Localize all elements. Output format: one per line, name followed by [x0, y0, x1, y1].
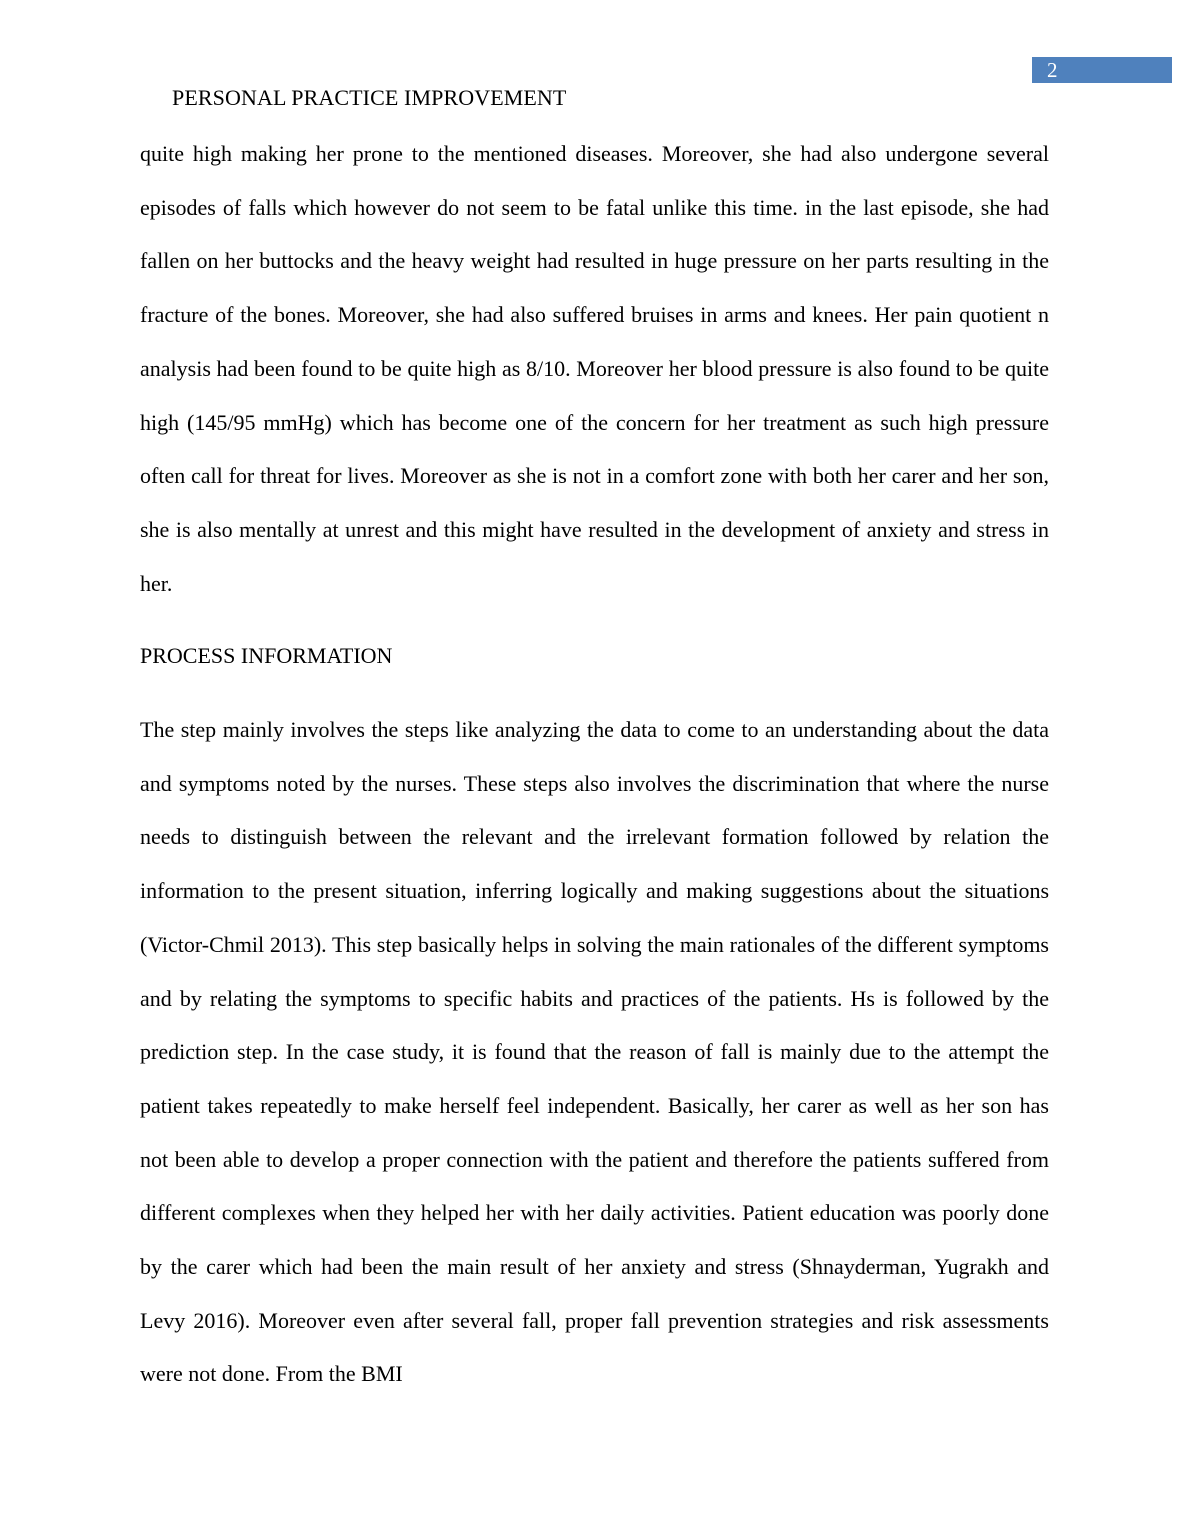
page-number: 2 — [1047, 58, 1058, 82]
body-paragraph-2: The step mainly involves the steps like analyzing the data to come to an understanding about the data and symptoms noted by the nurses. These steps also involves the discrimination that where the nurse needs to distinguish between the relevant and the irrelevant formation followed by relation the information to the present situation, inferring logically and making suggestions about the situations (Victor-Chmil 2013). This step basically helps in solving the main rationales of the different symptoms and by relating the symptoms to specific habits and practices of the patients. Hs is followed by the prediction step. In the case study, it is found that the reason of fall is mainly due to the attempt the patient takes repeatedly to make herself feel independent. Basically, her carer as well as her son has not been able to develop a proper connection with the patient and therefore the patients suffered from different complexes when they helped her with her daily activities. Patient education was poorly done by the carer which had been the main result of her anxiety and stress (Shnayderman, Yugrakh and Levy 2016). Moreover even after several fall, proper fall prevention strategies and risk assessments were not done. From the BMI — [140, 717, 1049, 1387]
section-heading: PROCESS INFORMATION — [140, 643, 393, 668]
running-head: PERSONAL PRACTICE IMPROVEMENT — [172, 85, 567, 110]
body-paragraph-1: quite high making her prone to the mentioned diseases. Moreover, she had also undergone several episodes of falls which however do not seem to be fatal unlike this time. in the last episode, she had fallen on her buttocks and the heavy weight had resulted in huge pressure on her parts resulting in the fracture of the bones. Moreover, she had also suffered bruises in arms and knees. Her pain quotient n analysis had been found to be quite high as 8/10. Moreover her blood pressure is also found to be quite high (145/95 mmHg) which has become one of the concern for her treatment as such high pressure often call for threat for lives. Moreover as she is not in a comfort zone with both her carer and her son, she is also mentally at unrest and this might have resulted in the development of anxiety and stress in her. — [140, 141, 1049, 596]
